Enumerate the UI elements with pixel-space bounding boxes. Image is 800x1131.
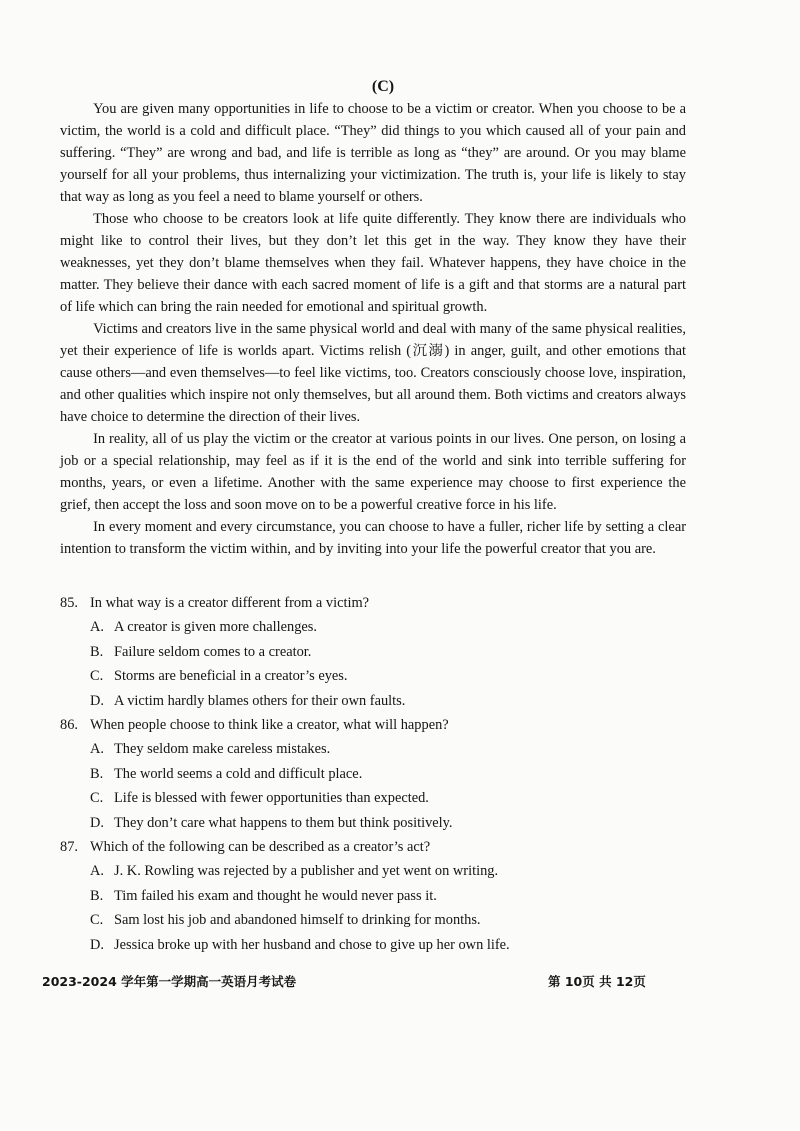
option-text: Sam lost his job and abandoned himself to drinking for months.	[114, 912, 481, 928]
answer-option	[60, 908, 700, 933]
option-letter: B.	[90, 887, 104, 904]
passage-paragraph: You are given many opportunities in life to choose to be a victim or creator. When you choose to be a victim, the world is a cold and difficult place. “They” did things to you which caused all of your pain and suffering. “They” are wrong and bad, and life is terrible as long as “they” are around. Or you may blame yourself for all your problems, thus internalizing your victimization. The truth is, your life is likely to stay that way as long as you feel a need to blame yourself or others.	[60, 101, 686, 205]
option-text: Life is blessed with fewer opportunities than expected.	[114, 790, 429, 806]
option-text: Jessica broke up with her husband and chose to give up her own life.	[114, 936, 510, 953]
section-title: (C)	[371, 78, 395, 95]
option-letter: A.	[90, 863, 104, 879]
option-text: Storms are beneficial in a creator’s eyes.	[114, 668, 348, 684]
page-number-footer: 第 10页 共 12页	[548, 974, 646, 989]
option-text: The world seems a cold and difficult place.	[114, 765, 363, 782]
option-letter: D.	[90, 692, 104, 709]
question-86	[60, 713, 700, 835]
question-text: In what way is a creator different from a victim?	[90, 595, 370, 611]
option-letter: A.	[90, 619, 104, 635]
question-87	[60, 835, 700, 957]
question-stem	[60, 713, 700, 737]
option-letter: B.	[90, 765, 104, 782]
answer-option	[60, 640, 700, 665]
answer-option	[60, 859, 700, 884]
question-85	[60, 591, 700, 713]
passage-paragraph: Those who choose to be creators look at life quite differently. They know there are individuals who might like to control their lives, but they don’t let this get in the way. They know they have their weaknesses, yet they don’t blame themselves when they fail. Whatever happens, they have choice in the matter. They believe their dance with each sacred moment of life is a gift and that storms are a natural part of life which can bring the rain needed for emotional and spiritual growth.	[60, 211, 686, 315]
answer-option	[60, 664, 700, 689]
question-list	[60, 591, 700, 957]
option-letter: A.	[90, 741, 104, 757]
passage-paragraph: Victims and creators live in the same physical world and deal with many of the same physical realities, yet their experience of life is worlds apart. Victims relish (沉溺) in anger, guilt, and other emotions that cause others—and even themselves—to feel like victims, too. Creators consciously choose love, inspiration, and other qualities which inspire not only themselves, but all around them. Both victims and creators always have choice to determine the direction of their lives.	[60, 321, 686, 425]
option-letter: B.	[90, 643, 104, 660]
question-stem	[60, 835, 700, 859]
option-letter: C.	[90, 912, 104, 928]
answer-option	[60, 737, 700, 762]
option-text: A victim hardly blames others for their own faults.	[114, 692, 406, 709]
reading-passage	[60, 98, 686, 560]
question-number: 85.	[60, 595, 78, 611]
option-text: Failure seldom comes to a creator.	[114, 643, 312, 660]
question-stem	[60, 591, 700, 615]
option-text: They seldom make careless mistakes.	[114, 741, 331, 757]
option-text: Tim failed his exam and thought he would never pass it.	[114, 887, 437, 904]
answer-option	[60, 884, 700, 909]
answer-option	[60, 786, 700, 811]
option-text: J. K. Rowling was rejected by a publisher and yet went on writing.	[114, 863, 499, 879]
question-number: 86.	[60, 717, 78, 733]
passage-paragraph: In reality, all of us play the victim or the creator at various points in our lives. One person, on losing a job or a special relationship, may feel as if it is the end of the world and sink into terrible suffering for months, years, or even a lifetime. Another with the same experience may choose to first experience the grief, then accept the loss and soon move on to be a powerful creative force in his life.	[60, 431, 686, 513]
exam-title-footer: 2023-2024 学年第一学期高一英语月考试卷	[42, 974, 297, 989]
option-text: A creator is given more challenges.	[114, 619, 317, 635]
passage-paragraph: In every moment and every circumstance, you can choose to have a fuller, richer life by setting a clear intention to transform the victim within, and by inviting into your life the powerful creator that you are.	[60, 519, 686, 557]
option-letter: C.	[90, 668, 104, 684]
question-text: When people choose to think like a creator, what will happen?	[90, 717, 449, 733]
option-text: They don’t care what happens to them but think positively.	[114, 814, 453, 831]
question-text: Which of the following can be described as a creator’s act?	[90, 839, 431, 855]
answer-option	[60, 689, 700, 714]
answer-option	[60, 933, 700, 958]
answer-option	[60, 762, 700, 787]
answer-option	[60, 615, 700, 640]
option-letter: D.	[90, 814, 104, 831]
answer-option	[60, 811, 700, 836]
option-letter: D.	[90, 936, 104, 953]
question-number: 87.	[60, 839, 78, 855]
option-letter: C.	[90, 790, 104, 806]
